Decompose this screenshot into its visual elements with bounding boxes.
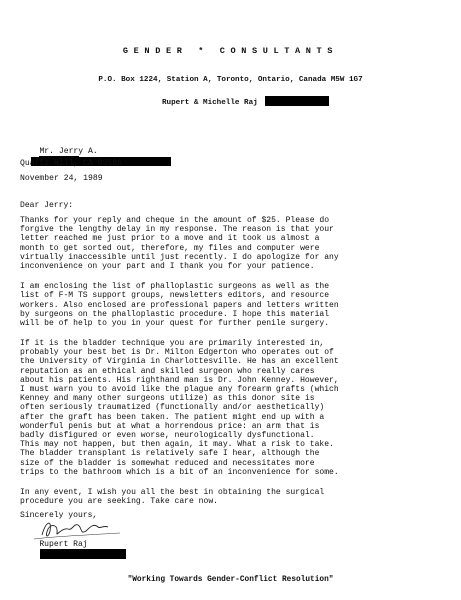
body-line: procedure you are seeking. Take care now. <box>20 497 218 507</box>
body-line: trips to the bathroom which is a bit of an inconvenience for some. <box>20 467 339 477</box>
salutation: Dear Jerry: <box>20 201 74 210</box>
body-line: If it is the bladder technique you are primarily interested in, <box>20 339 325 349</box>
body-line: probably your best bet is Dr. Milton Edgerton who operates out of <box>20 348 334 358</box>
signature-name: Rupert Raj <box>39 540 88 550</box>
body-line: by surgeons on the phalloplastic procedure. I hope this material <box>20 309 330 319</box>
body-line: This may not happen, but then again, it may. What a risk to take. <box>20 440 334 450</box>
body-line: badly disfigured or even worse, neurologically dysfunctional. <box>20 430 315 440</box>
body-line: will be of help to you in your quest for further penile surgery. <box>20 318 330 328</box>
signature-name-line <box>20 533 126 568</box>
body-line: I must warn you to avoid like the plague any forearm grafts (which <box>20 385 339 394</box>
body-line: month to get sorted out, therefore, my files and computer were <box>20 243 320 253</box>
body-line: virtually inaccessible until just recently. I do apologize for any <box>20 252 339 262</box>
closing: Sincerely yours, <box>20 511 98 520</box>
body-line: workers. Also enclosed are professional papers and letters written <box>20 300 339 310</box>
redaction-bar <box>40 549 126 559</box>
body-line: The bladder transplant is relatively safe I hear, although the <box>20 449 320 459</box>
body-line: forgive the lengthy delay in my response. The reason is that your <box>20 225 334 235</box>
body-line: I am enclosing the list of phalloplastic surgeons as well as the <box>20 282 330 292</box>
body-line: size of the bladder is somewhat reduced and necessitates more <box>20 458 315 468</box>
paragraph-4 <box>20 488 445 506</box>
body-line: inconvenience on your part and I thank you for your patience. <box>20 261 315 271</box>
letterhead-names <box>162 96 329 107</box>
body-line: letter reached me just prior to a move and it took us almost a <box>20 234 320 244</box>
body-line: Thanks for your reply and cheque in the amount of $25. Please do <box>20 216 330 225</box>
recipient-name: Mr. Jerry A. <box>39 147 98 157</box>
body-line: about his patients. His righthand man is Dr. John Kenney. However, <box>20 375 339 385</box>
body-line: Kenney and many other surgeons utilize) as this donor site is <box>20 394 315 404</box>
body-line: reputation as an ethical and skilled surgeon who really cares <box>20 366 315 376</box>
body-line: wonderful penis but at what a horrendous price: an arm that is <box>20 421 320 431</box>
letterhead-names-text: Rupert & Michelle Raj <box>162 99 258 107</box>
paragraph-1 <box>20 216 445 271</box>
paragraph-2 <box>20 282 445 328</box>
footer-motto: "Working Towards Gender-Conflict Resolution" <box>127 576 334 584</box>
body-line: list of F-M TS support groups, newsletters editors, and resource <box>20 291 330 301</box>
letter-date: November 24, 1989 <box>20 174 103 183</box>
letterhead-title: GENDER * CONSULTANTS <box>122 46 339 56</box>
body-line: In any event, I wish you all the best in obtaining the surgical <box>20 487 325 497</box>
recipient-city: Quartz Hill, CA 93586 <box>20 159 122 168</box>
paragraph-3 <box>20 339 445 477</box>
body-line: after the graft has been taken. The patient might end up with a <box>20 412 325 422</box>
letter-body <box>20 216 445 517</box>
body-line: the University of Virginia in Charlottesville. He has an excellent <box>20 357 339 367</box>
letterhead-address: P.O. Box 1224, Station A, Toronto, Ontario, Canada M5W 1G7 <box>98 76 363 84</box>
redaction-bar <box>265 96 329 106</box>
body-line: often seriously traumatized (functionally and/or aesthetically) <box>20 403 325 413</box>
